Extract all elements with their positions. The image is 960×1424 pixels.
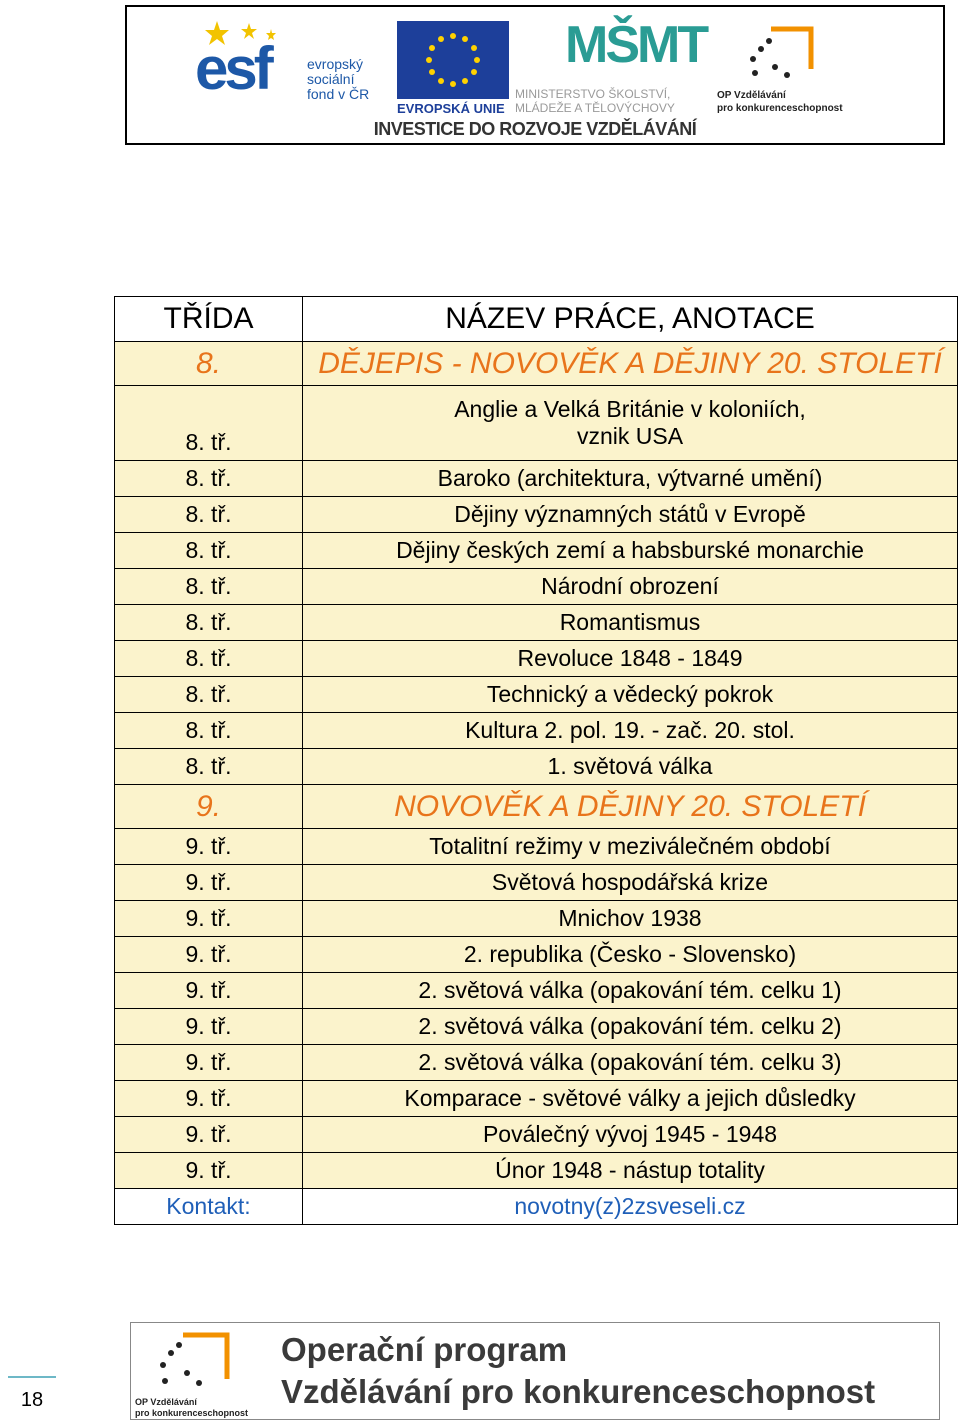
table-row (115, 1009, 958, 1045)
eu-flag-icon (397, 21, 509, 99)
op-puzzle-icon (741, 15, 841, 87)
table-row (115, 865, 958, 901)
section-row-8 (115, 342, 958, 386)
bottom-op-line-2: pro konkurenceschopnost (135, 1408, 249, 1418)
bottom-op-vk-text (135, 1397, 248, 1419)
bottom-op-line-1: OP Vzdělávání (135, 1397, 197, 1407)
contact-email-link[interactable]: novotny(z)2zsveseli.cz (303, 1189, 958, 1225)
esf-logo-text (307, 57, 369, 102)
section-title: DĚJEPIS - NOVOVĚK A DĚJINY 20. STOLETÍ (303, 342, 958, 386)
row-class: 9. tř. (115, 1045, 303, 1081)
row-title: Baroko (architektura, výtvarné umění) (303, 461, 958, 497)
row-class: 9. tř. (115, 865, 303, 901)
esf-line-1: evropský (307, 56, 364, 72)
header-class: TŘÍDA (115, 297, 303, 342)
section-grade: 9. (115, 785, 303, 829)
header-title: NÁZEV PRÁCE, ANOTACE (303, 297, 958, 342)
row-class: 8. tř. (115, 569, 303, 605)
table-row (115, 569, 958, 605)
table-row (115, 973, 958, 1009)
table-row (115, 749, 958, 785)
table-row (115, 1045, 958, 1081)
msmt-logo-text (515, 87, 675, 115)
msmt-line-1: MINISTERSTVO ŠKOLSTVÍ, (515, 87, 671, 101)
contact-row (115, 1189, 958, 1225)
row-title: 2. světová válka (opakování tém. celku 1) (303, 973, 958, 1009)
row-title: 2. světová válka (opakování tém. celku 3) (303, 1045, 958, 1081)
banner-tagline: INVESTICE DO ROZVOJE VZDĚLÁVÁNÍ (373, 119, 697, 139)
row-class: 8. tř. (115, 497, 303, 533)
program-title-line-1: Operační program (281, 1331, 568, 1368)
page-number: 18 (8, 1376, 56, 1422)
esf-line-3: fond v ČR (307, 86, 370, 102)
row-class: 8. tř. (115, 386, 303, 461)
msmt-logo (515, 15, 725, 125)
row-class: 9. tř. (115, 1117, 303, 1153)
program-title (281, 1329, 875, 1413)
esf-logo-mark: esf (195, 35, 270, 102)
row-class: 9. tř. (115, 1081, 303, 1117)
op-line-2: pro konkurenceschopnost (717, 103, 843, 114)
row-class: 9. tř. (115, 1009, 303, 1045)
row-title: Světová hospodářská krize (303, 865, 958, 901)
bottom-op-vk-logo (135, 1323, 273, 1419)
table-row (115, 641, 958, 677)
op-vk-text (717, 89, 843, 115)
row-class: 8. tř. (115, 533, 303, 569)
op-line-1: OP Vzdělávání (717, 90, 786, 101)
row-title: Dějiny českých zemí a habsburské monarchie (303, 533, 958, 569)
esf-logo (195, 19, 395, 119)
row-title: 1. světová válka (303, 749, 958, 785)
bottom-program-banner (130, 1322, 940, 1420)
row-title: Poválečný vývoj 1945 - 1948 (303, 1117, 958, 1153)
row-title: Dějiny významných států v Evropě (303, 497, 958, 533)
row-title-line-2: vznik USA (576, 423, 684, 449)
msmt-line-2: MLÁDEŽE A TĚLOVÝCHOVY (515, 101, 675, 115)
table-row (115, 497, 958, 533)
row-title: Národní obrození (303, 569, 958, 605)
row-title: Revoluce 1848 - 1849 (303, 641, 958, 677)
row-title: Kultura 2. pol. 19. - zač. 20. stol. (303, 713, 958, 749)
section-row-9 (115, 785, 958, 829)
row-class: 9. tř. (115, 937, 303, 973)
table-row (115, 1153, 958, 1189)
table-row (115, 829, 958, 865)
row-class: 9. tř. (115, 829, 303, 865)
table-header (115, 297, 958, 342)
top-logo-banner (125, 5, 945, 145)
table-row (115, 713, 958, 749)
row-title: Technický a vědecký pokrok (303, 677, 958, 713)
table-row (115, 901, 958, 937)
row-class: 8. tř. (115, 713, 303, 749)
row-class: 8. tř. (115, 677, 303, 713)
table-row (115, 1081, 958, 1117)
section-grade: 8. (115, 342, 303, 386)
program-title-line-2: Vzdělávání pro konkurenceschopnost (281, 1373, 876, 1410)
table-row (115, 605, 958, 641)
eu-logo (397, 21, 509, 117)
row-class: 8. tř. (115, 749, 303, 785)
row-class: 9. tř. (115, 973, 303, 1009)
eu-label: EVROPSKÁ UNIE (397, 101, 505, 116)
op-puzzle-icon (139, 1323, 259, 1395)
row-title: Romantismus (303, 605, 958, 641)
row-title: Komparace - světové války a jejich důsledky (303, 1081, 958, 1117)
row-title: Mnichov 1938 (303, 901, 958, 937)
contact-label: Kontakt: (115, 1189, 303, 1225)
row-title: 2. světová válka (opakování tém. celku 2) (303, 1009, 958, 1045)
table-row (115, 533, 958, 569)
row-title: Únor 1948 - nástup totality (303, 1153, 958, 1189)
table-row (115, 1117, 958, 1153)
row-class: 9. tř. (115, 1153, 303, 1189)
row-class: 8. tř. (115, 461, 303, 497)
table-row (115, 937, 958, 973)
table-row (115, 386, 958, 461)
section-title: NOVOVĚK A DĚJINY 20. STOLETÍ (303, 785, 958, 829)
row-title (303, 386, 958, 461)
row-class: 9. tř. (115, 901, 303, 937)
op-vk-logo (717, 15, 857, 125)
row-title: Totalitní režimy v meziválečném období (303, 829, 958, 865)
esf-line-2: sociální (307, 71, 355, 87)
row-class: 8. tř. (115, 605, 303, 641)
table-row (115, 677, 958, 713)
row-class: 8. tř. (115, 641, 303, 677)
row-title-line-1: Anglie a Velká Británie v koloniích, (454, 396, 806, 422)
msmt-logo-mark: MŠMT (565, 16, 707, 74)
row-title: 2. republika (Česko - Slovensko) (303, 937, 958, 973)
works-table (114, 296, 958, 1225)
table-row (115, 461, 958, 497)
